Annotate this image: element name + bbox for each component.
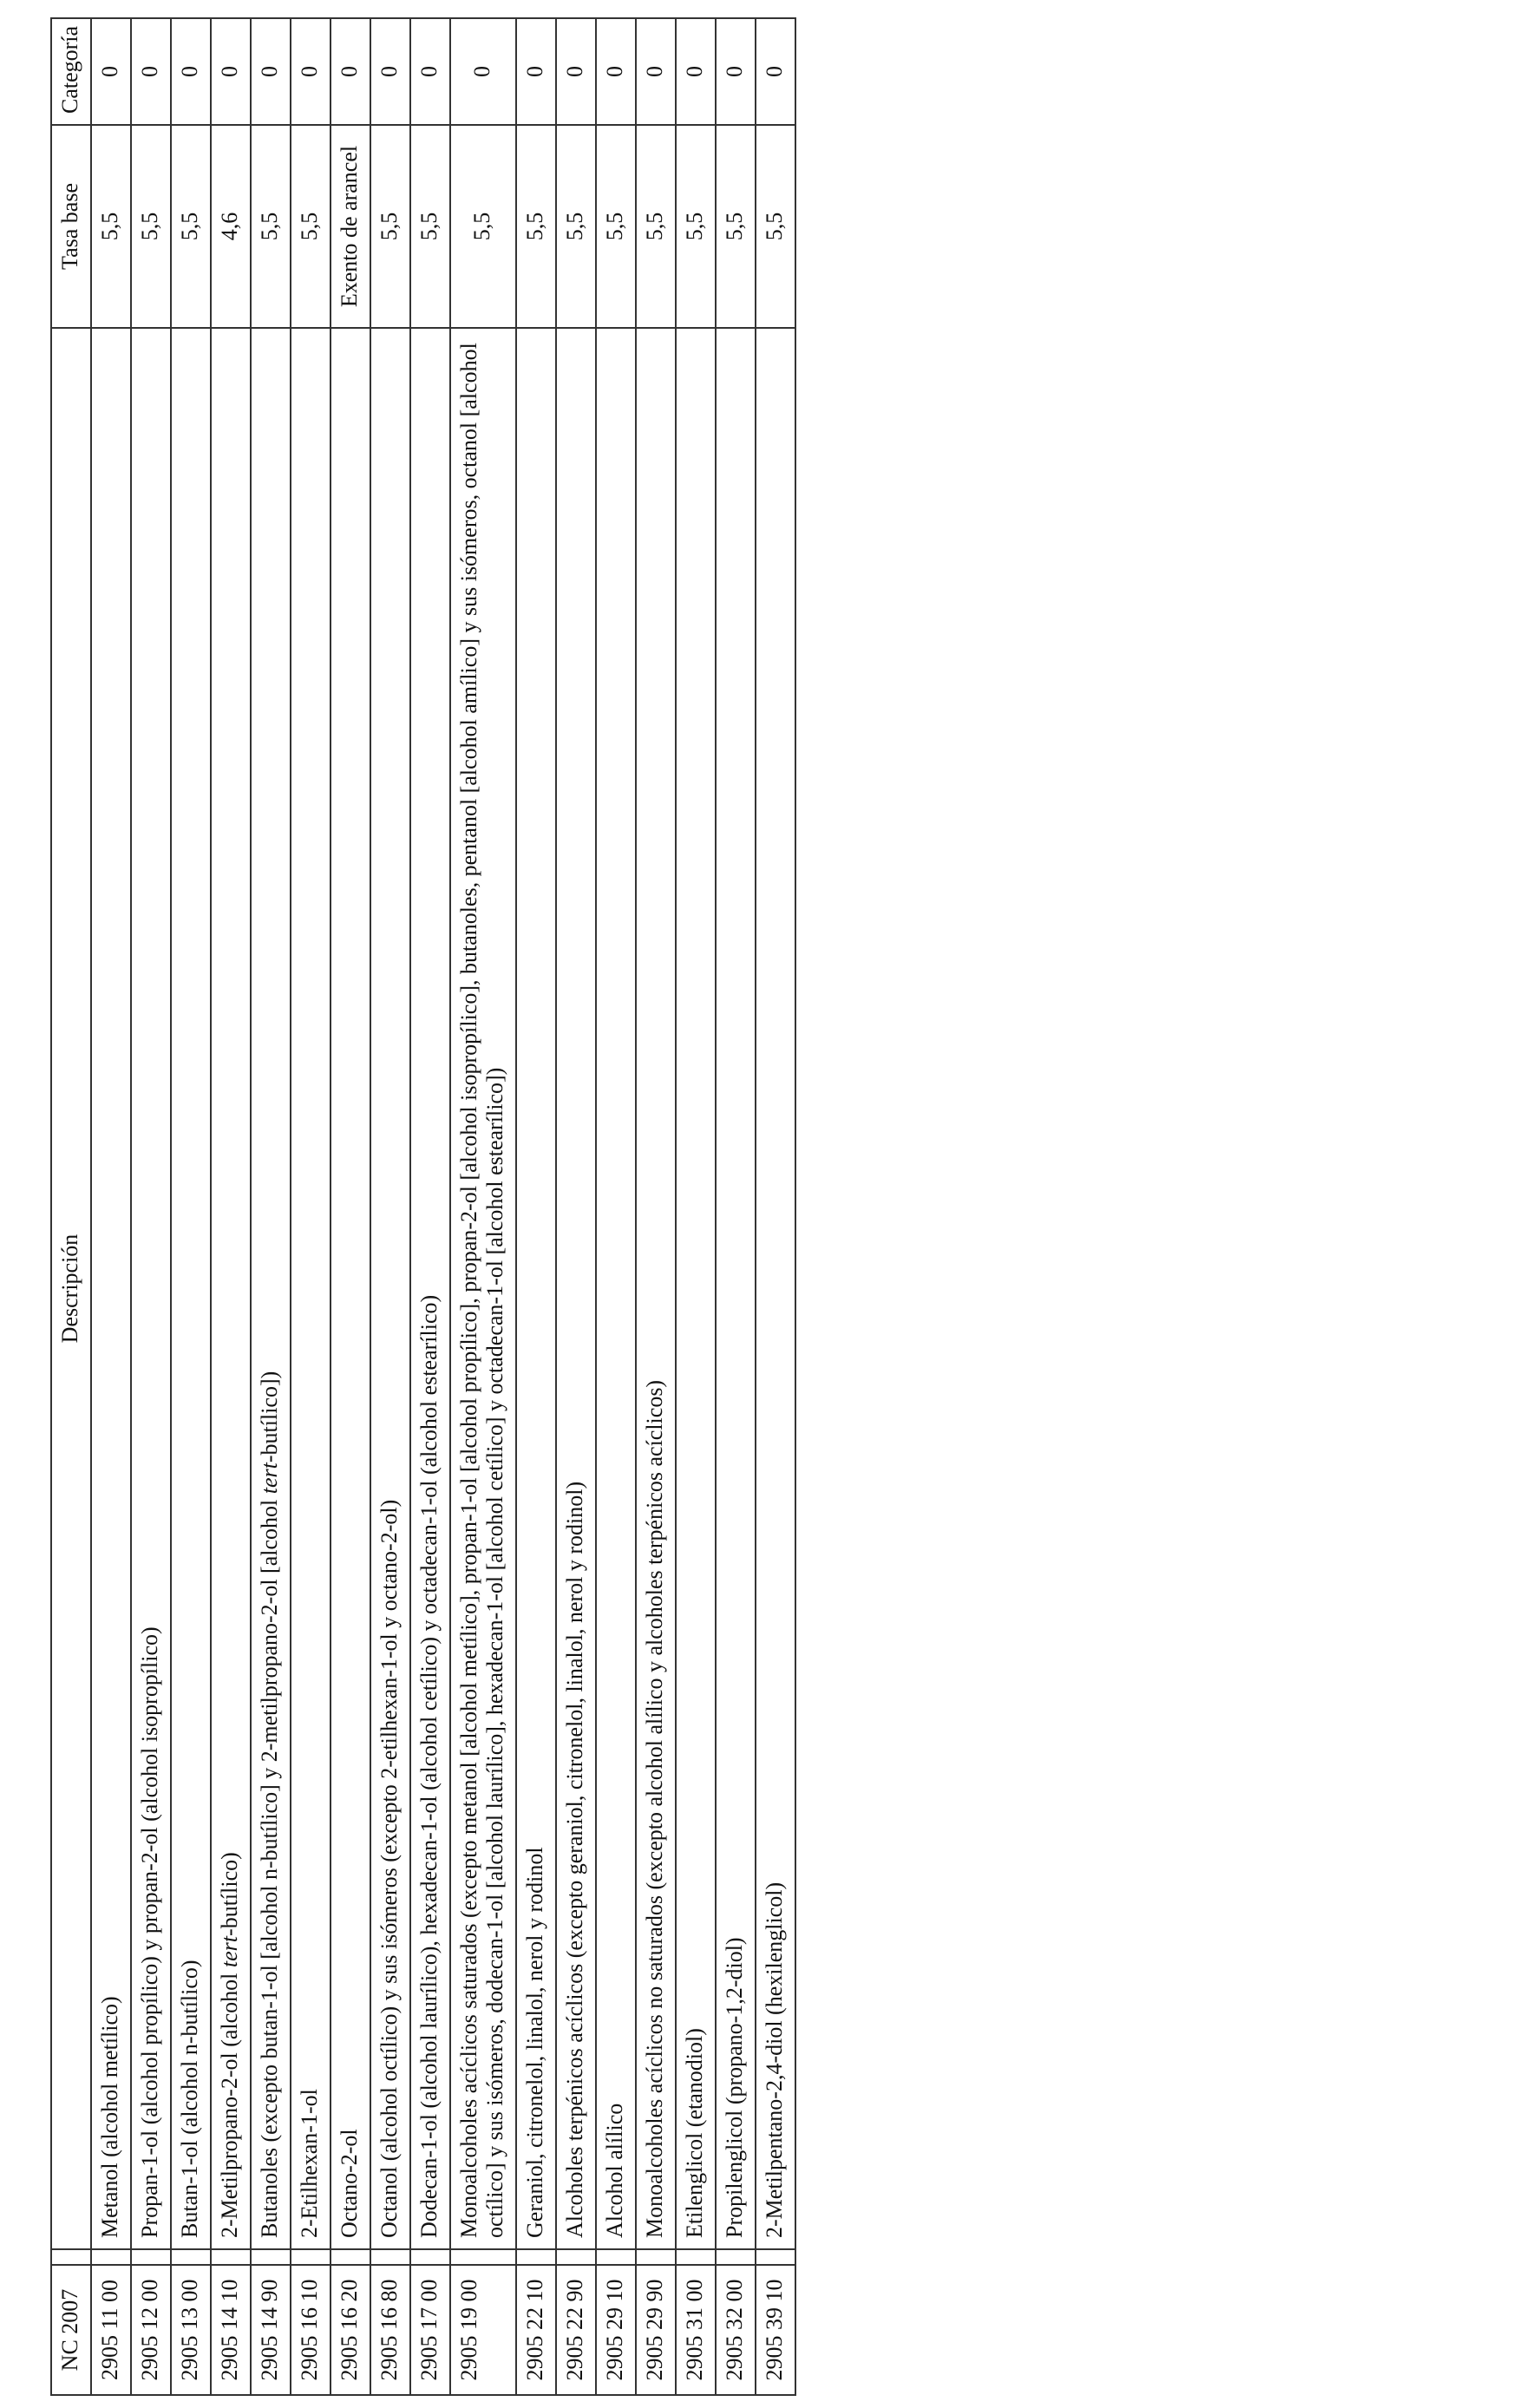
row-spacer (450, 2249, 516, 2265)
header-rate: Tasa base (51, 125, 91, 328)
row-spacer (370, 2249, 410, 2265)
product-description: Alcoholes terpénicos acíclicos (excepto geraniol, citronelol, linalol, nerol y rodinol) (556, 328, 596, 2249)
table-row (370, 18, 410, 2395)
staging-category: 0 (596, 18, 636, 125)
staging-category: 0 (131, 18, 171, 125)
cn-code: 2905 39 10 (756, 2265, 795, 2395)
base-rate: 5,5 (91, 125, 131, 328)
cn-code: 2905 11 00 (91, 2265, 131, 2395)
row-spacer (91, 2249, 131, 2265)
table-row (636, 18, 676, 2395)
row-spacer (211, 2249, 251, 2265)
cn-code: 2905 16 10 (291, 2265, 331, 2395)
base-rate: 5,5 (450, 125, 516, 328)
row-spacer (636, 2249, 676, 2265)
table-row (556, 18, 596, 2395)
cn-code: 2905 29 90 (636, 2265, 676, 2395)
header-code: NC 2007 (51, 2265, 91, 2395)
cn-code: 2905 14 90 (251, 2265, 291, 2395)
row-spacer (331, 2249, 370, 2265)
tariff-table (50, 17, 796, 2396)
base-rate: 5,5 (291, 125, 331, 328)
row-spacer (251, 2249, 291, 2265)
description-italic: tert (257, 1462, 282, 1495)
table-row (171, 18, 211, 2395)
base-rate: 5,5 (636, 125, 676, 328)
header-description: Descripción (51, 328, 91, 2249)
table-header-row (51, 18, 91, 2395)
staging-category: 0 (516, 18, 556, 125)
cn-code: 2905 22 90 (556, 2265, 596, 2395)
product-description: Etilenglicol (etanodiol) (676, 328, 716, 2249)
base-rate: 4,6 (211, 125, 251, 328)
cn-code: 2905 32 00 (716, 2265, 756, 2395)
table-row (410, 18, 450, 2395)
base-rate: 5,5 (756, 125, 795, 328)
product-description: 2-Metilpentano-2,4-diol (hexilenglicol) (756, 328, 795, 2249)
product-description: Propilenglicol (propano-1,2-diol) (716, 328, 756, 2249)
cn-code: 2905 14 10 (211, 2265, 251, 2395)
base-rate: 5,5 (516, 125, 556, 328)
row-spacer (556, 2249, 596, 2265)
cn-code: 2905 13 00 (171, 2265, 211, 2395)
product-description: Monoalcoholes acíclicos no saturados (excepto alcohol alílico y alcoholes terpénicos acíclicos) (636, 328, 676, 2249)
cn-code: 2905 16 20 (331, 2265, 370, 2395)
base-rate: 5,5 (596, 125, 636, 328)
row-spacer (410, 2249, 450, 2265)
row-spacer (171, 2249, 211, 2265)
cn-code: 2905 16 80 (370, 2265, 410, 2395)
row-spacer (516, 2249, 556, 2265)
rotated-table-frame (50, 19, 1091, 2396)
staging-category: 0 (410, 18, 450, 125)
row-spacer (596, 2249, 636, 2265)
description-text: 2-Metilpropano-2-ol (alcohol (217, 1967, 242, 2238)
table-row (251, 18, 291, 2395)
row-spacer (131, 2249, 171, 2265)
table-row (91, 18, 131, 2395)
base-rate: Exento de arancel (331, 125, 370, 328)
product-description: Alcohol alílico (596, 328, 636, 2249)
row-spacer (756, 2249, 795, 2265)
base-rate: 5,5 (676, 125, 716, 328)
staging-category: 0 (251, 18, 291, 125)
table-row (516, 18, 556, 2395)
base-rate: 5,5 (171, 125, 211, 328)
staging-category: 0 (211, 18, 251, 125)
cn-code: 2905 29 10 (596, 2265, 636, 2395)
cn-code: 2905 31 00 (676, 2265, 716, 2395)
description-italic: tert (217, 1935, 242, 1968)
base-rate: 5,5 (131, 125, 171, 328)
description-text: Butanoles (excepto butan-1-ol [alcohol n-butílico] y 2-metilpropano-2-ol [alcohol (257, 1494, 282, 2238)
staging-category: 0 (676, 18, 716, 125)
table-row (596, 18, 636, 2395)
staging-category: 0 (370, 18, 410, 125)
staging-category: 0 (556, 18, 596, 125)
product-description: Monoalcoholes acíclicos saturados (excepto metanol [alcohol metílico], propan-1-ol [alcohol propílico], propan-2-ol [alcohol isopropílico], butanoles, pentanol [alcohol amílico] y sus isómeros, octanol [alcohol octílico] y sus isómeros, dodecan-1-ol [alcohol laurílico], hexadecan-1-ol [alcohol cetílico] y octadecan-1-ol [alcohol estearílico]) (450, 328, 516, 2249)
product-description: Octanol (alcohol octílico) y sus isómeros (excepto 2-etilhexan-1-ol y octano-2-ol) (370, 328, 410, 2249)
table-row (331, 18, 370, 2395)
table-row (291, 18, 331, 2395)
row-spacer (716, 2249, 756, 2265)
staging-category: 0 (91, 18, 131, 125)
product-description: 2-Etilhexan-1-ol (291, 328, 331, 2249)
base-rate: 5,5 (251, 125, 291, 328)
cn-code: 2905 17 00 (410, 2265, 450, 2395)
staging-category: 0 (636, 18, 676, 125)
product-description: Butan-1-ol (alcohol n-butílico) (171, 328, 211, 2249)
cn-code: 2905 19 00 (450, 2265, 516, 2395)
table-row (450, 18, 516, 2395)
product-description: Geraniol, citronelol, linalol, nerol y rodinol (516, 328, 556, 2249)
staging-category: 0 (756, 18, 795, 125)
staging-category: 0 (450, 18, 516, 125)
header-category: Categoría (51, 18, 91, 125)
table-row (716, 18, 756, 2395)
table-row (211, 18, 251, 2395)
staging-category: 0 (171, 18, 211, 125)
product-description: Metanol (alcohol metílico) (91, 328, 131, 2249)
product-description: Dodecan-1-ol (alcohol laurílico), hexadecan-1-ol (alcohol cetílico) y octadecan-1-ol (alcohol estearílico) (410, 328, 450, 2249)
staging-category: 0 (716, 18, 756, 125)
table-row (676, 18, 716, 2395)
row-spacer (676, 2249, 716, 2265)
product-description: Propan-1-ol (alcohol propílico) y propan-2-ol (alcohol isopropílico) (131, 328, 171, 2249)
staging-category: 0 (331, 18, 370, 125)
staging-category: 0 (291, 18, 331, 125)
product-description: Octano-2-ol (331, 328, 370, 2249)
product-description (251, 328, 291, 2249)
product-description (211, 328, 251, 2249)
description-text: -butílico) (217, 1852, 242, 1936)
cn-code: 2905 22 10 (516, 2265, 556, 2395)
header-spacer (51, 2249, 91, 2265)
description-text: -butílico]) (257, 1371, 282, 1463)
table-row (131, 18, 171, 2395)
base-rate: 5,5 (716, 125, 756, 328)
cn-code: 2905 12 00 (131, 2265, 171, 2395)
base-rate: 5,5 (556, 125, 596, 328)
base-rate: 5,5 (370, 125, 410, 328)
table-row (756, 18, 795, 2395)
row-spacer (291, 2249, 331, 2265)
base-rate: 5,5 (410, 125, 450, 328)
